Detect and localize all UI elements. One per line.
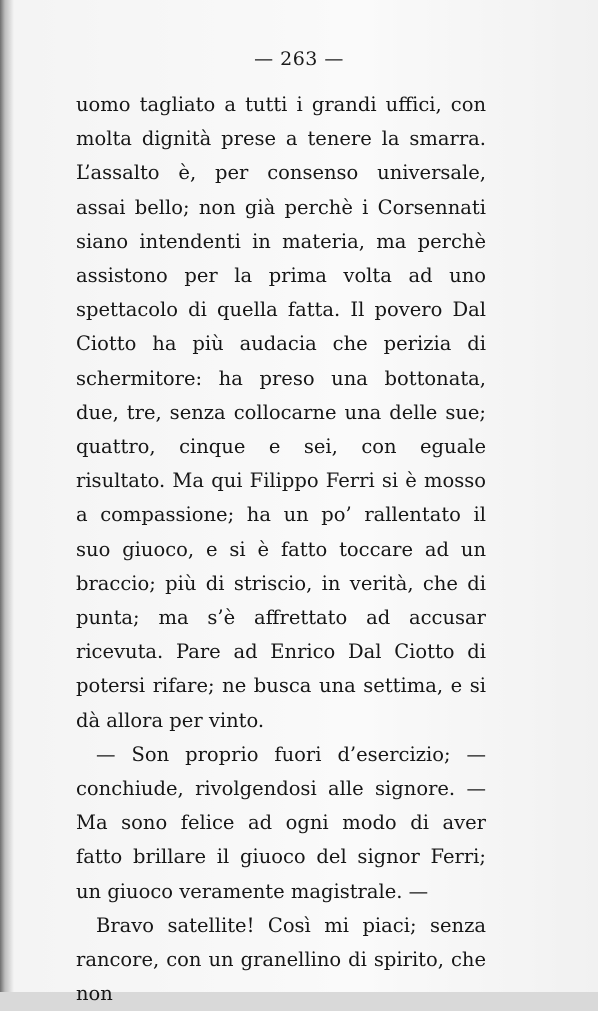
paragraph-1: uomo tagliato a tutti i grandi uffici, con molta dignità prese a tenere la smarra. L’assalto è, per consenso universale, assai bello; non già perchè i Corsennati siano intendenti in materia, ma perchè assistono per la prima volta ad uno spettacolo di quella fatta. Il povero Dal Ciotto ha più audacia che perizia di schermitore: ha preso una bottonata, due, tre, senza collocarne una delle sue; quattro, cinque e sei, con eguale risultato. Ma qui Filippo Ferri si è mosso a compassione; ha un po’ rallentato il suo giuoco, e si è fatto toccare ad un braccio; più di striscio, in verità, che di punta; ma s’è affrettato ad accusar ricevuta. Pare ad Enrico Dal Ciotto di potersi rifare; ne busca una settima, e si dà allora per vinto.: [76, 93, 486, 732]
body-text: [76, 88, 486, 1011]
paragraph-2: — Son proprio fuori d’esercizio; — conchiude, rivolgendosi alle signore. — Ma sono felice ad ogni modo di aver fatto brillare il giuoco del signor Ferri; un giuoco veramente magistrale. —: [76, 742, 486, 903]
page-number: — 263 —: [254, 48, 344, 70]
paragraph-3: Bravo satellite! Così mi piaci; senza rancore, con un granellino di spirito, che non: [76, 913, 486, 1006]
